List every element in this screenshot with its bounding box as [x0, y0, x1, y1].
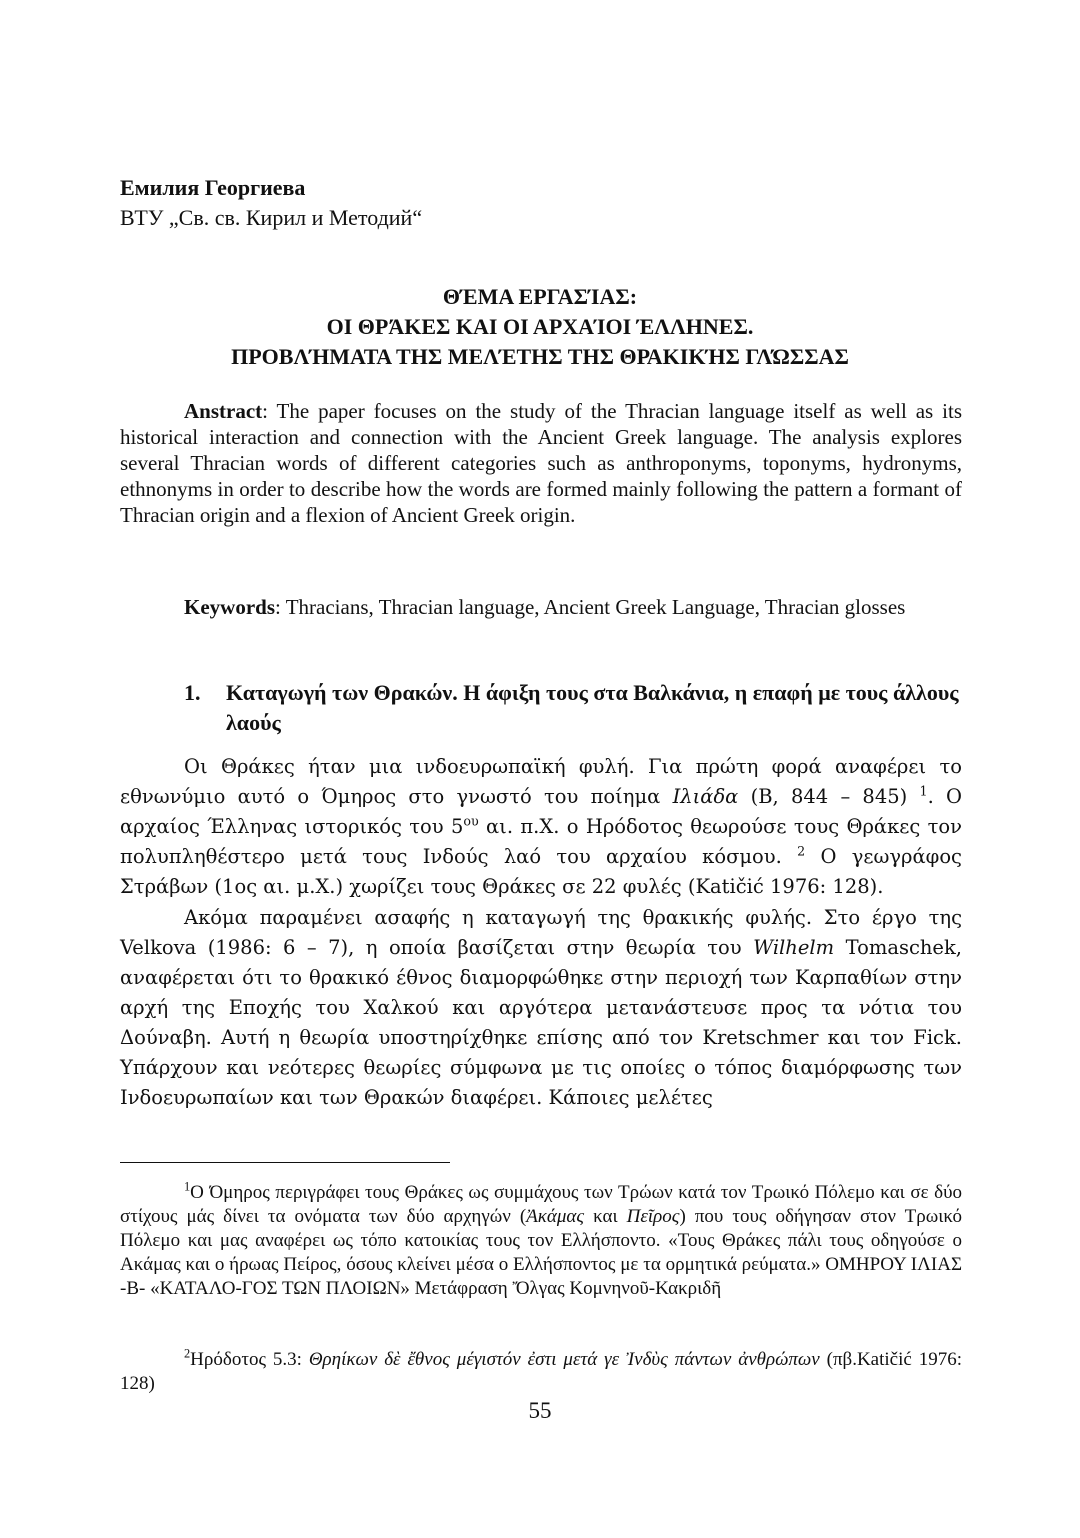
keywords-text: : Thracians, Thracian language, Ancient Greek Language, Thracian glosses: [275, 595, 906, 619]
section-title: Καταγωγή των Θρακών. Η άφιξη τους στα Βαλκάνια, η επαφή με τους άλλους λαούς: [226, 680, 959, 735]
body-paragraph-1: Οι Θράκες ήταν μια ινδοευρωπαϊκή φυλή. Για πρώτη φορά αναφέρει το εθνωνύμιο αυτό ο Όμηρος στο γνωστό του ποίημα Ιλιάδα (B, 844 – 845) $^1$. Ο αρχαίος Έλληνας ιστορικός του $5^{o\upsilon}$ αι. π.Χ. ο Ηρόδοτος θεωρούσε τους Θράκες τον πολυπληθέστερο μετά τους Ινδούς λαό του αρχαίου κόσμου. $^2$ Ο γεωγράφος Στράβων (1ος αι. μ.Χ.) χωρίζει τους Θράκες σε 22 φυλές (Katičić 1976: 128).: [120, 755, 963, 898]
title-line-3: ΠΡΟΒΛΉΜΑΤΑ ΤΗΣ ΜΕΛΈΤΗΣ ΤΗΣ ΘΡΑΚΙΚΉΣ ΓΛΏΣΣΑΣ: [231, 344, 849, 369]
footnote-2-mark: 2: [184, 1346, 191, 1361]
title-line-1: ΘΈΜΑ ΕΡΓΑΣΊΑΣ:: [442, 284, 638, 309]
herodotus-quote: Θρηίκων δὲ ἔθνος μέγιστόν ἐστι μετά γε Ἰνδὺς πάντων ἀνθρώπων: [308, 1349, 820, 1370]
footnote-2: $^2$Ηρόδοτος 5.3: Θρηίκων δὲ ἔθνος μέγιστόν ἐστι μετά γε Ἰνδὺς πάντων ἀνθρώπων (πβ.Katičić 1976: 128): [120, 1346, 962, 1394]
abstract-text: : The paper focuses on the study of the Thracian language itself as well as its historical interaction and connection with the Ancient Greek language. The analysis explores several Thracian words of different categories such as anthroponyms, toponyms, hydronyms, ethnonyms in order to describe how the words are formed mainly following the pattern a formant of Thracian origin and a flexion of Ancient Greek origin.: [120, 399, 962, 527]
author-name: Емилия Георгиева: [120, 175, 306, 200]
paper-title: [120, 282, 960, 372]
footnote-ref-1[interactable]: 1: [919, 783, 928, 799]
page-number: 55: [528, 1398, 552, 1423]
wilhelm-name: Wilhelm: [753, 936, 835, 959]
keywords: [120, 594, 962, 620]
footnote-1: $^1$Ο Όμηρος περιγράφει τους Θράκες ως συμμάχους των Τρώων κατά τον Τρωικό Πόλεμο και σε δύο στίχους μάς δίνει τα ονόματα των δύο αρχηγών (Ἀκάμας και Πεῖρος) που τους οδήγησαν στον Τρωικό Πόλεμο και μας αναφέρει ως τόπο κατοικίας τους τον Ελλήσποντο. «Τους Θράκες πάλι τους οδηγούσε ο Ακάμας και ο ήρωας Πείρος, όσους κλείνει μέσα ο Ελλήσποντος με τα ορμητικά ρεύματα.» ΟΜΗΡΟΥ ΙΛΙΑΣ -Β- «ΚΑΤΑΛΟ-ΓΟΣ ΤΩΝ ΠΛΟΙΩΝ» Μετάφραση Ὄλγας Κομνηνοῦ-Κακριδῆ: [120, 1179, 962, 1299]
section-heading: [184, 678, 962, 738]
abstract-label: Anstract: [184, 399, 263, 423]
footnote-separator: [120, 1162, 450, 1163]
abstract: [120, 398, 962, 528]
footnote-1-mark: 1: [184, 1179, 191, 1194]
akamas-name: Ἀκάμας: [526, 1206, 585, 1227]
author-affiliation: ВТУ „Св. св. Кирил и Методий“: [120, 205, 423, 230]
ordinal-superscript: ου: [463, 813, 479, 829]
iliad-title: Ιλιάδα: [672, 785, 739, 808]
peiros-name: Πεῖρος: [626, 1206, 680, 1227]
section-number: 1.: [184, 680, 201, 705]
body-paragraph-2: Ακόμα παραμένει ασαφής η καταγωγή της θρακικής φυλής. Στο έργο της Velkova (1986: 6 – 7), η οποία βασίζεται στην θεωρία του Wilhelm Tomaschek, αναφέρεται ότι το θρακικό έθνος διαμορφώθηκε στην περιοχή των Καρπαθίων στην αρχή της Εποχής του Χαλκού και αργότερα μετανάστευσε προς τα νότια του Δούναβη. Αυτή η θεωρία υποστηρίχθηκε επίσης από τον Kretschmer και τον Fick. Υπάρχουν και νεότερες θεωρίες σύμφωνα με τις οποίες ο τόπος διαμόρφωσης των Ινδοευρωπαίων και των Θρακών διαφέρει. Κάποιες μελέτες: [120, 906, 962, 1109]
title-line-2: ΟΙ ΘΡΆΚΕΣ ΚΑΙ ΟΙ ΑΡΧΑΊΟΙ ΈΛΛΗΝΕΣ.: [326, 314, 754, 339]
footnote-ref-2[interactable]: 2: [797, 843, 806, 859]
keywords-label: Keywords: [184, 595, 275, 619]
